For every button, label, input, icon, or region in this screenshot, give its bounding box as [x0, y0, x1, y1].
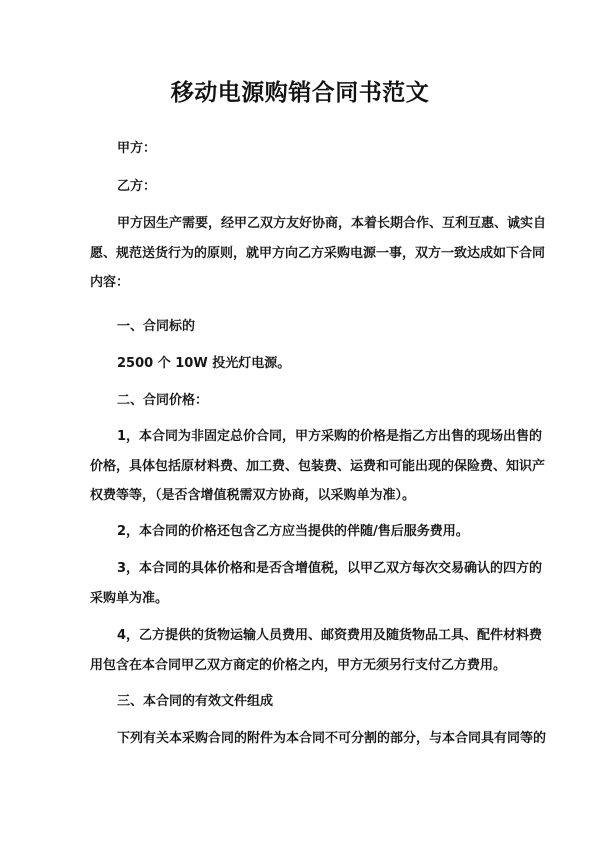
preamble-line-2: 愿、规范送货行为的原则，就甲方向乙方采购电源一事，双方一致达成如下合同 [90, 246, 546, 261]
clause-4-line-2: 用包含在本合同甲乙双方商定的价格之内，甲方无须另行支付乙方费用。 [90, 658, 507, 673]
clause-1-line-3: 权费等等，（是否含增值税需双方协商，以采购单为准）。 [90, 488, 416, 503]
section-1-heading: 一、合同标的 [117, 319, 196, 334]
clause-3-line-1: 3，本合同的具体价格和是否含增值税，以甲乙双方每次交易确认的四方的 [117, 561, 543, 576]
party-a-label: 甲方： [117, 141, 157, 156]
clause-1-line-1: 1，本合同为非固定总价合同，甲方采购的价格是指乙方出售的现场出售的 [117, 429, 543, 444]
clause-1-line-2: 价格，具体包括原材料费、加工费、包装费、运费和可能出现的保险费、知识产 [90, 459, 546, 474]
preamble-line-3: 内容： [90, 275, 130, 290]
section-2-heading: 二、合同价格： [117, 393, 209, 408]
section-1-content: 2500 个 10W 投光灯电源。 [117, 356, 291, 371]
clause-3-line-2: 采购单为准。 [90, 591, 169, 606]
section-3-heading: 三、本合同的有效文件组成 [117, 694, 274, 709]
clause-2-line-1: 2，本合同的价格还包含乙方应当提供的伴随/售后服务费用。 [117, 524, 469, 539]
section-3-line-1: 下列有关本采购合同的附件为本合同不可分割的部分，与本合同具有同等的 [117, 731, 547, 746]
document-title: 移动电源购销合同书范文 [170, 80, 430, 106]
clause-4-line-1: 4，乙方提供的货物运输人员费用、邮资费用及随货物品工具、配件材料费 [117, 628, 543, 643]
preamble-line-1: 甲方因生产需要，经甲乙双方友好协商，本着长期合作、互利互惠、诚实自 [117, 216, 547, 231]
party-b-label: 乙方： [117, 179, 157, 194]
